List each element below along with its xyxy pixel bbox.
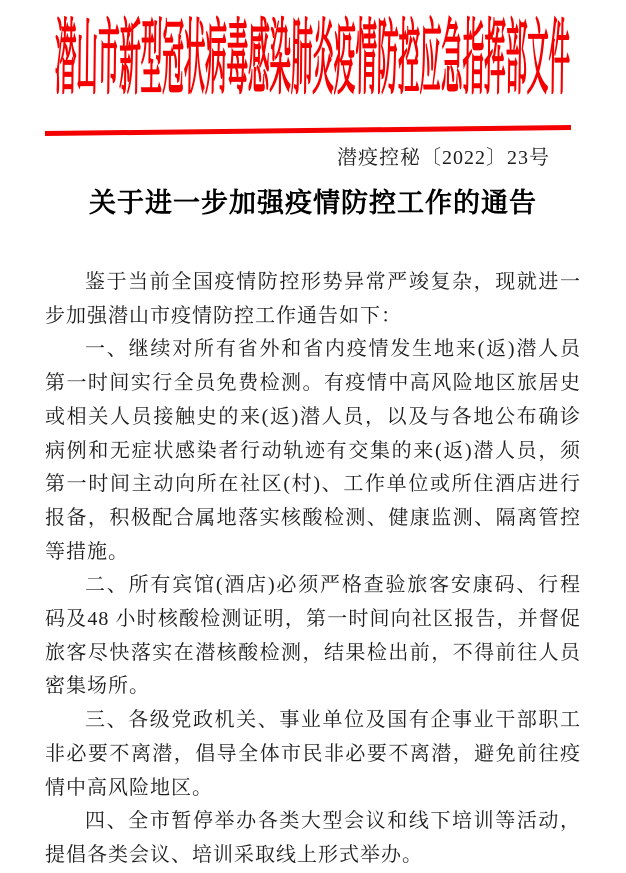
document-number: 潜疫控秘〔2022〕23号 — [337, 147, 550, 169]
official-document-page — [0, 10, 626, 866]
paragraph-intro: 鉴于当前全国疫情防控形势异常严竣复杂，现就进一步加强潜山市疫情防控工作通告如下： — [45, 271, 581, 327]
red-separator-line — [45, 125, 571, 136]
paragraph-item-1: 一、继续对所有省外和省内疫情发生地来(返)潜人员第一时间实行全员免费检测。有疫情中高风险地区旅居史或相关人员接触史的来(返)潜人员，以及与各地公布确诊病例和无症状感染者行动轨迹有交集的来(返)潜人员，须第一时间主动向所在社区(村)、工作单位或所住酒店进行报备，积极配合属地落实核酸检测、健康监测、隔离管控等措施。 — [45, 338, 581, 563]
paragraph-item-2: 二、所有宾馆(酒店)必须严格查验旅客安康码、行程码及48 小时核酸检测证明，第一时间向社区报告，并督促旅客尽快落实在潜核酸检测，结果检出前，不得前往人员密集场所。 — [45, 574, 581, 698]
paragraph-item-4: 四、全市暂停举办各类大型会议和线下培训等活动，提倡各类会议、培训采取线上形式举办。 — [45, 810, 581, 866]
issuing-authority-headline: 潜山市新型冠状病毒感染肺炎疫情防控应急指挥部文件 — [54, 10, 571, 107]
red-header-banner — [0, 10, 626, 107]
notice-title: 关于进一步加强疫情防控工作的通告 — [89, 188, 537, 218]
paragraph-item-3: 三、各级党政机关、事业单位及国有企事业干部职工非必要不离潜，倡导全体市民非必要不离潜，避免前往疫情中高风险地区。 — [45, 709, 581, 799]
notice-body — [45, 266, 581, 873]
